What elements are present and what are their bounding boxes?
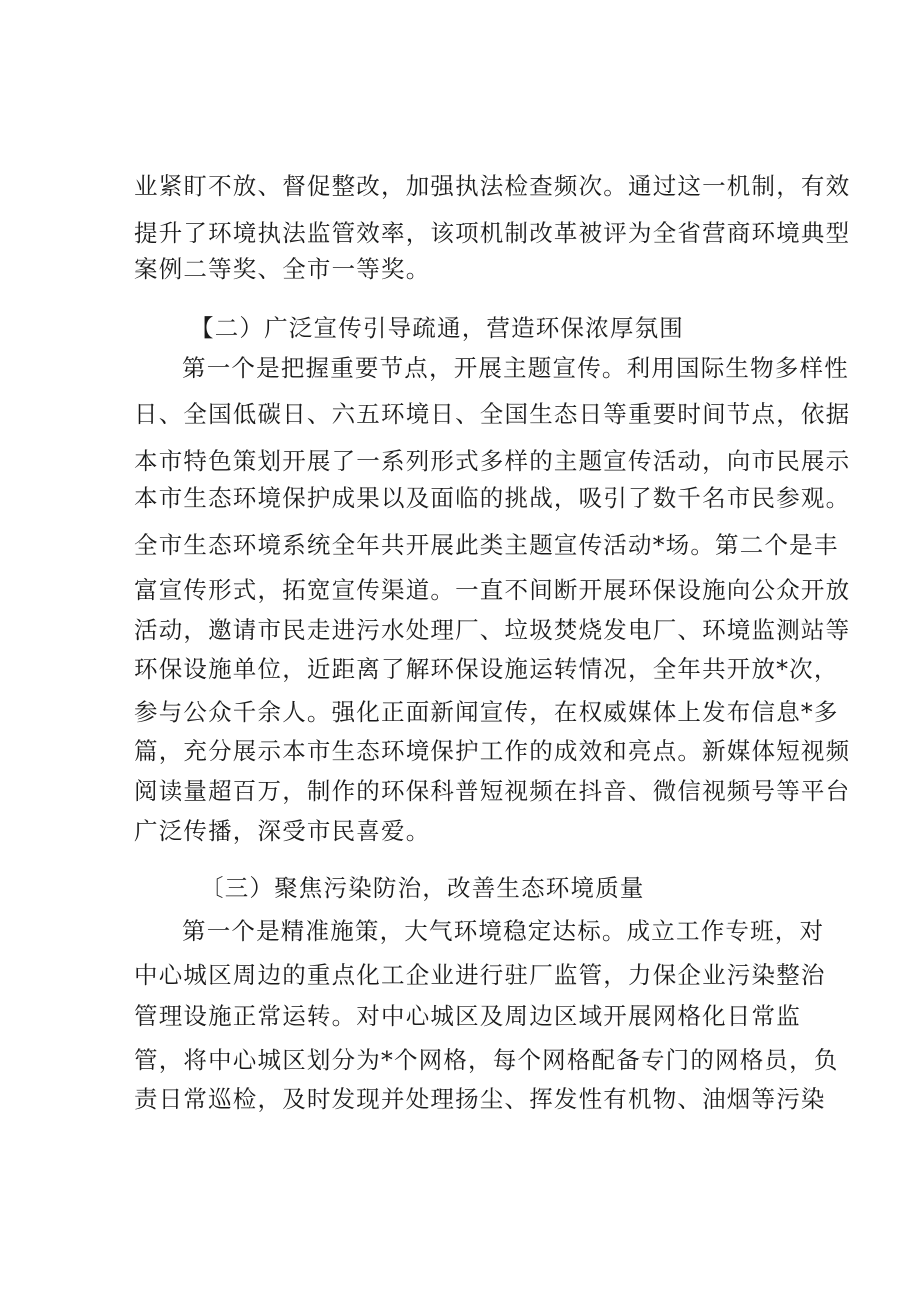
paragraph-first-line: 第一个是把握重要节点，开展主题宣传。利用国际生物多样性: [182, 354, 849, 382]
text-line: 管，将中心城区划分为*个网格，每个网格配备专门的网格员，负: [134, 1046, 839, 1074]
text-line: 广泛传播，深受市民喜爱。: [134, 817, 431, 845]
text-line: 责日常巡检，及时发现并处理扬尘、挥发性有机物、油烟等污染: [134, 1085, 826, 1113]
text-line: 阅读量超百万，制作的环保科普短视频在抖音、微信视频号等平台: [134, 777, 851, 805]
text-line: 环保设施单位，近距离了解环保设施运转情况，全年共开放*次，: [134, 655, 839, 683]
text-line: 本市特色策划开展了一系列形式多样的主题宣传活动，向市民展示: [134, 447, 851, 475]
text-line: 业紧盯不放、督促整改，加强执法检查频次。通过这一机制，有效: [134, 172, 851, 200]
paragraph-first-line: 第一个是精准施策，大气环境稳定达标。成立工作专班，对: [182, 917, 825, 945]
text-line: 全市生态环境系统全年共开展此类主题宣传活动*场。第二个是丰: [134, 531, 839, 559]
section-heading: 【二）广泛宣传引导疏通，营造环保浓厚氛围: [190, 314, 684, 342]
text-line: 日、全国低碳日、六五环境日、全国生态日等重要时间节点，依据: [134, 400, 851, 428]
text-line: 中心城区周边的重点化工企业进行驻厂监管，力保企业污染整治: [134, 961, 826, 989]
text-line: 篇，充分展示本市生态环境保护工作的成效和亮点。新媒体短视频: [134, 737, 851, 765]
text-line: 活动，邀请市民走进污水处理厂、垃圾焚烧发电厂、环境监测站等: [134, 616, 851, 644]
text-line: 提升了环境执法监管效率，该项机制改革被评为全省营商环境典型: [134, 219, 851, 247]
text-line: 管理设施正常运转。对中心城区及周边区域开展网格化日常监: [134, 1002, 801, 1030]
text-line: 参与公众千余人。强化正面新闻宣传，在权威媒体上发布信息*多: [134, 698, 839, 726]
section-heading: 〔三）聚焦污染防治，改善生态环境质量: [200, 874, 645, 902]
text-line: 富宣传形式，拓宽宣传渠道。一直不间断开展环保设施向公众开放: [134, 576, 851, 604]
text-line: 案例二等奖、全市一等奖。: [134, 255, 431, 283]
text-line: 本市生态环境保护成果以及面临的挑战，吸引了数千名市民参观。: [134, 484, 851, 512]
